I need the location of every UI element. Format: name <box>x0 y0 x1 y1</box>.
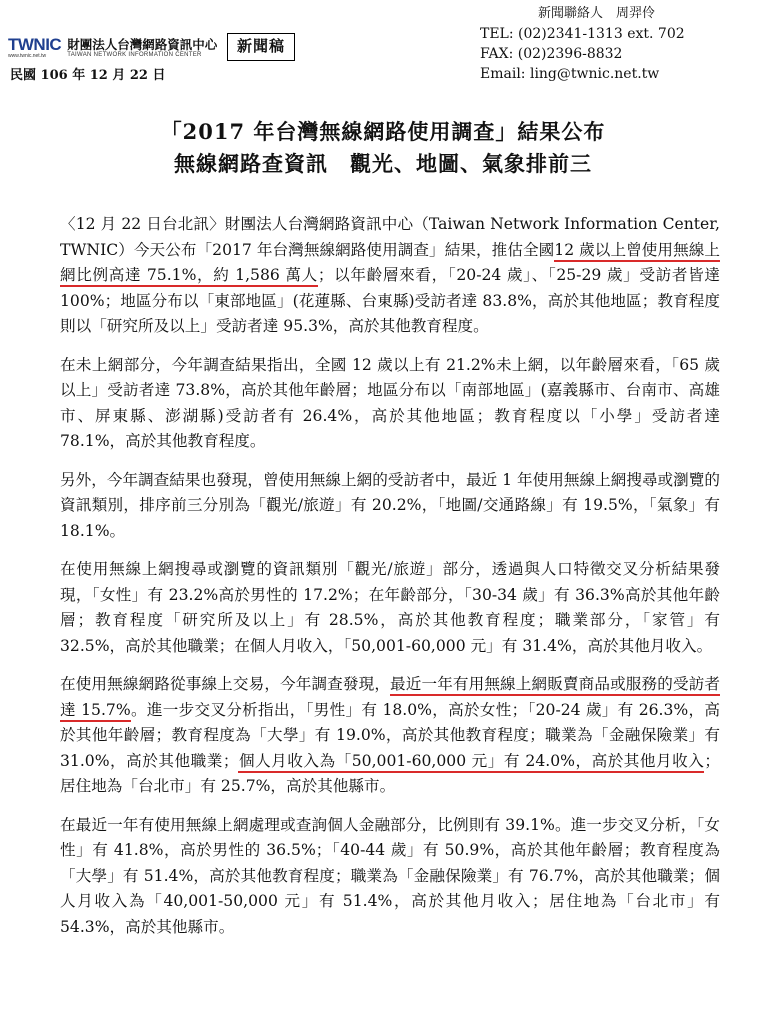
paragraph-2: 在未上網部分，今年調查結果指出，全國 12 歲以上有 21.2%未上網，以年齡層來看，「65 歲以上」受訪者達 73.8%，高於其他年齡層；地區分布以「南部地區」(嘉義縣市、台南市、高雄市、屏東縣、澎湖縣)受訪者有 26.4%，高於其他地區；教育程度以「小學」受訪者達 78.1%，高於其他教育程度。 <box>60 355 720 450</box>
p5-text-a: 在使用無線網路從事線上交易，今年調查發現， <box>60 675 391 693</box>
release-date: 民國 106 年 12 月 22 日 <box>10 68 166 83</box>
paragraph-1 <box>60 212 720 340</box>
org-name-en: TAIWAN NETWORK INFORMATION CENTER <box>67 51 202 58</box>
headline: 「2017 年台灣無線網路使用調查」結果公布 <box>160 119 606 144</box>
contact-fax: FAX: (02)2396-8832 <box>480 46 623 62</box>
paragraph-6: 在最近一年有使用無線上網處理或查詢個人金融部分，比例則有 39.1%。進一步交叉分析，「女性」有 41.8%，高於男性的 36.5%；「40-44 歲」有 50.9%，高於其他年齡層；教育程度為「大學」有 51.4%，高於其他教育程度；職業為「金融保險業」有 76.7%，高於其他職業；個人月收入為「40,001-50,000 元」有 51.4%，高於其他月收入；居住地為「台北市」有 54.3%，高於其他縣市。 <box>60 815 720 936</box>
p1-text-a: 〈12 月 22 日台北訊〉財團法人台灣網路資訊中心（Taiwan Network Information Center, TWNIC）今天公布「2017 年台灣無線網路使用調查」結果，推估全國 <box>60 215 720 259</box>
paragraph-3: 另外，今年調查結果也發現，曾使用無線上網的受訪者中，最近 1 年使用無線上網搜尋或瀏覽的資訊類別，排序前三分別為「觀光/旅遊」有 20.2%，「地圖/交通路線」有 19.5%，「氣象」有 18.1%。 <box>60 470 720 540</box>
p5-text-b: 。進一步交叉分析指出，「男性」有 18.0%，高於女性；「20-24 歲」有 26.3%，高於其他年齡層；教育程度為「大學」有 19.0%，高於其他教育程度；職業為「金融保險業」有 31.0%，高於其他職業； <box>60 700 720 770</box>
paragraph-4: 在使用無線上網搜尋或瀏覽的資訊類別「觀光/旅遊」部分，透過與人口特徵交叉分析結果發現，「女性」有 23.2%高於男性的 17.2%；在年齡部分，「30-34 歲」有 36.3%高於其他年齡層；教育程度「研究所及以上」有 28.5%，高於其他教育程度；職業部分，「家管」有 32.5%，高於其他職業；在個人月收入，「50,001-60,000 元」有 31.4%，高於其他月收入。 <box>60 560 720 655</box>
letterhead <box>0 0 766 100</box>
logo-text <box>67 38 217 58</box>
p1-highlight: 12 歲以上曾使用無線上網比例高達 75.1%，約 1,586 萬人 <box>60 241 720 288</box>
contact-block <box>480 4 685 84</box>
p5-highlight-1: 最近一年有用無線上網販賣商品或服務的受訪者達 15.7% <box>60 675 720 722</box>
contact-tel: TEL: (02)2341-1313 ext. 702 <box>480 26 685 42</box>
contact-person: 新聞聯絡人 周羿伶 <box>538 6 656 21</box>
contact-email: Email: ling@twnic.net.tw <box>480 66 660 82</box>
article-body <box>60 212 720 953</box>
paragraph-5 <box>60 672 720 800</box>
logo-mark <box>8 36 61 59</box>
p5-highlight-2: 個人月收入為「50,001-60,000 元」有 24.0%，高於其他月收入 <box>238 752 704 773</box>
subheadline: 無線網路查資訊 觀光、地圖、氣象排前三 <box>174 151 592 176</box>
press-release-badge: 新聞稿 <box>227 33 295 61</box>
logo-mark-text: TWNIC <box>8 35 62 54</box>
twnic-logo <box>8 36 217 59</box>
org-name-cn: 財團法人台灣網路資訊中心 <box>67 37 218 52</box>
logo-mark-url: www.twnic.net.tw <box>8 53 47 59</box>
p5-text-c: ；居住地為「台北市」有 25.7%，高於其他縣市。 <box>60 751 720 795</box>
p1-text-b: ；以年齡層來看，「20-24 歲」、「25-29 歲」受訪者皆達 100%；地區分布以「東部地區」(花蓮縣、台東縣)受訪者達 83.8%，高於其他地區；教育程度則以「研究所及以上」受訪者達 95.3%，高於其他教育程度。 <box>60 266 720 335</box>
